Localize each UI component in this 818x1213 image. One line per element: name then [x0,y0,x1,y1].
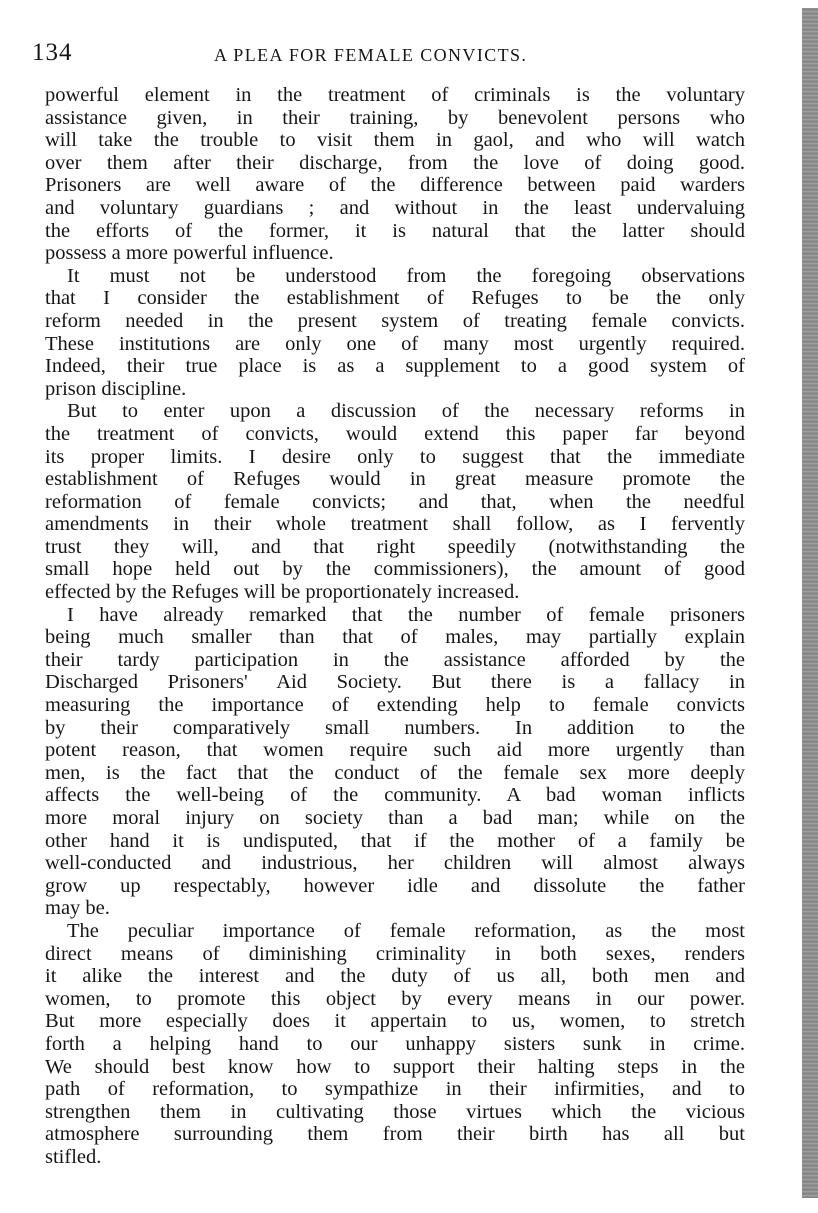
text-line: stifled. [45,1145,102,1168]
text-line: Indeed, their true place is as a supplement to a good system of [45,355,745,378]
text-line: Prisoners are well aware of the difference between paid warders [45,174,745,197]
text-line: by their comparatively small numbers. In addition to the [45,716,745,739]
page-edge-shadow [802,8,818,1198]
body-text [45,84,745,1169]
text-line: women, to promote this object by every means in our power. [45,987,745,1010]
text-line: and voluntary guardians ; and without in the least undervaluing [45,196,745,219]
paragraph-start-line: It must not be understood from the foregoing observations [67,264,745,287]
text-line: small hope held out by the commissioners), the amount of good [45,558,745,581]
text-line: We should best know how to support their halting steps in the [45,1055,745,1078]
text-line: measuring the importance of extending help to female convicts [45,694,745,717]
text-line: possess a more powerful influence. [45,242,334,265]
text-line: establishment of Refuges would in great measure promote the [45,468,745,491]
page-header [32,33,762,73]
text-line: assistance given, in their training, by benevolent persons who [45,106,745,129]
text-line: men, is the fact that the conduct of the female sex more deeply [45,761,745,784]
text-line: its proper limits. I desire only to suggest that the immediate [45,445,745,468]
text-line: potent reason, that women require such aid more urgently than [45,739,745,762]
text-line: their tardy participation in the assistance afforded by the [45,648,745,671]
text-line: may be. [45,897,110,920]
text-line: forth a helping hand to our unhappy sisters sunk in crime. [45,1032,745,1055]
running-title: A PLEA FOR FEMALE CONVICTS. [214,45,528,65]
text-line: prison discipline. [45,377,187,400]
text-line: Discharged Prisoners' Aid Society. But there is a fallacy in [45,671,745,694]
text-line: amendments in their whole treatment shall follow, as I fervently [45,513,745,536]
text-line: atmosphere surrounding them from their birth has all but [45,1123,745,1146]
text-line: powerful element in the treatment of criminals is the voluntary [45,84,745,106]
text-line: strengthen them in cultivating those virtues which the vicious [45,1100,745,1123]
text-line: reform needed in the present system of treating female convicts. [45,309,745,332]
text-line: reformation of female convicts; and that, when the needful [45,490,745,513]
text-line: trust they will, and that right speedily (notwithstanding the [45,535,745,558]
text-line: But more especially does it appertain to us, women, to stretch [45,1010,745,1033]
text-line: will take the trouble to visit them in gaol, and who will watch [45,129,745,152]
text-line: direct means of diminishing criminality in both sexes, renders [45,942,745,965]
paragraph-start-line: But to enter upon a discussion of the necessary reforms in [67,400,745,423]
text-line: that I consider the establishment of Refuges to be the only [45,287,745,310]
text-line: path of reformation, to sympathize in their infirmities, and to [45,1078,745,1101]
text-line: the efforts of the former, it is natural that the latter should [45,219,745,242]
text-line: other hand it is undisputed, that if the mother of a family be [45,829,745,852]
paragraph-start-line: The peculiar importance of female reformation, as the most [67,919,745,942]
text-line: it alike the interest and the duty of us all, both men and [45,965,745,988]
text-line: grow up respectably, however idle and dissolute the father [45,874,745,897]
text-line: the treatment of convicts, would extend this paper far beyond [45,422,745,445]
text-line: over them after their discharge, from the love of doing good. [45,151,745,174]
paragraph-start-line: I have already remarked that the number of female prisoners [67,603,745,626]
text-line: effected by the Refuges will be proportionately increased. [45,581,520,604]
text-line: well-conducted and industrious, her children will almost always [45,852,745,875]
text-line: affects the well-being of the community. A bad woman inflicts [45,784,745,807]
text-line: more moral injury on society than a bad man; while on the [45,807,745,829]
text-line: These institutions are only one of many most urgently required. [45,332,745,355]
text-line: being much smaller than that of males, may partially explain [45,626,745,649]
page-number: 134 [32,39,73,66]
